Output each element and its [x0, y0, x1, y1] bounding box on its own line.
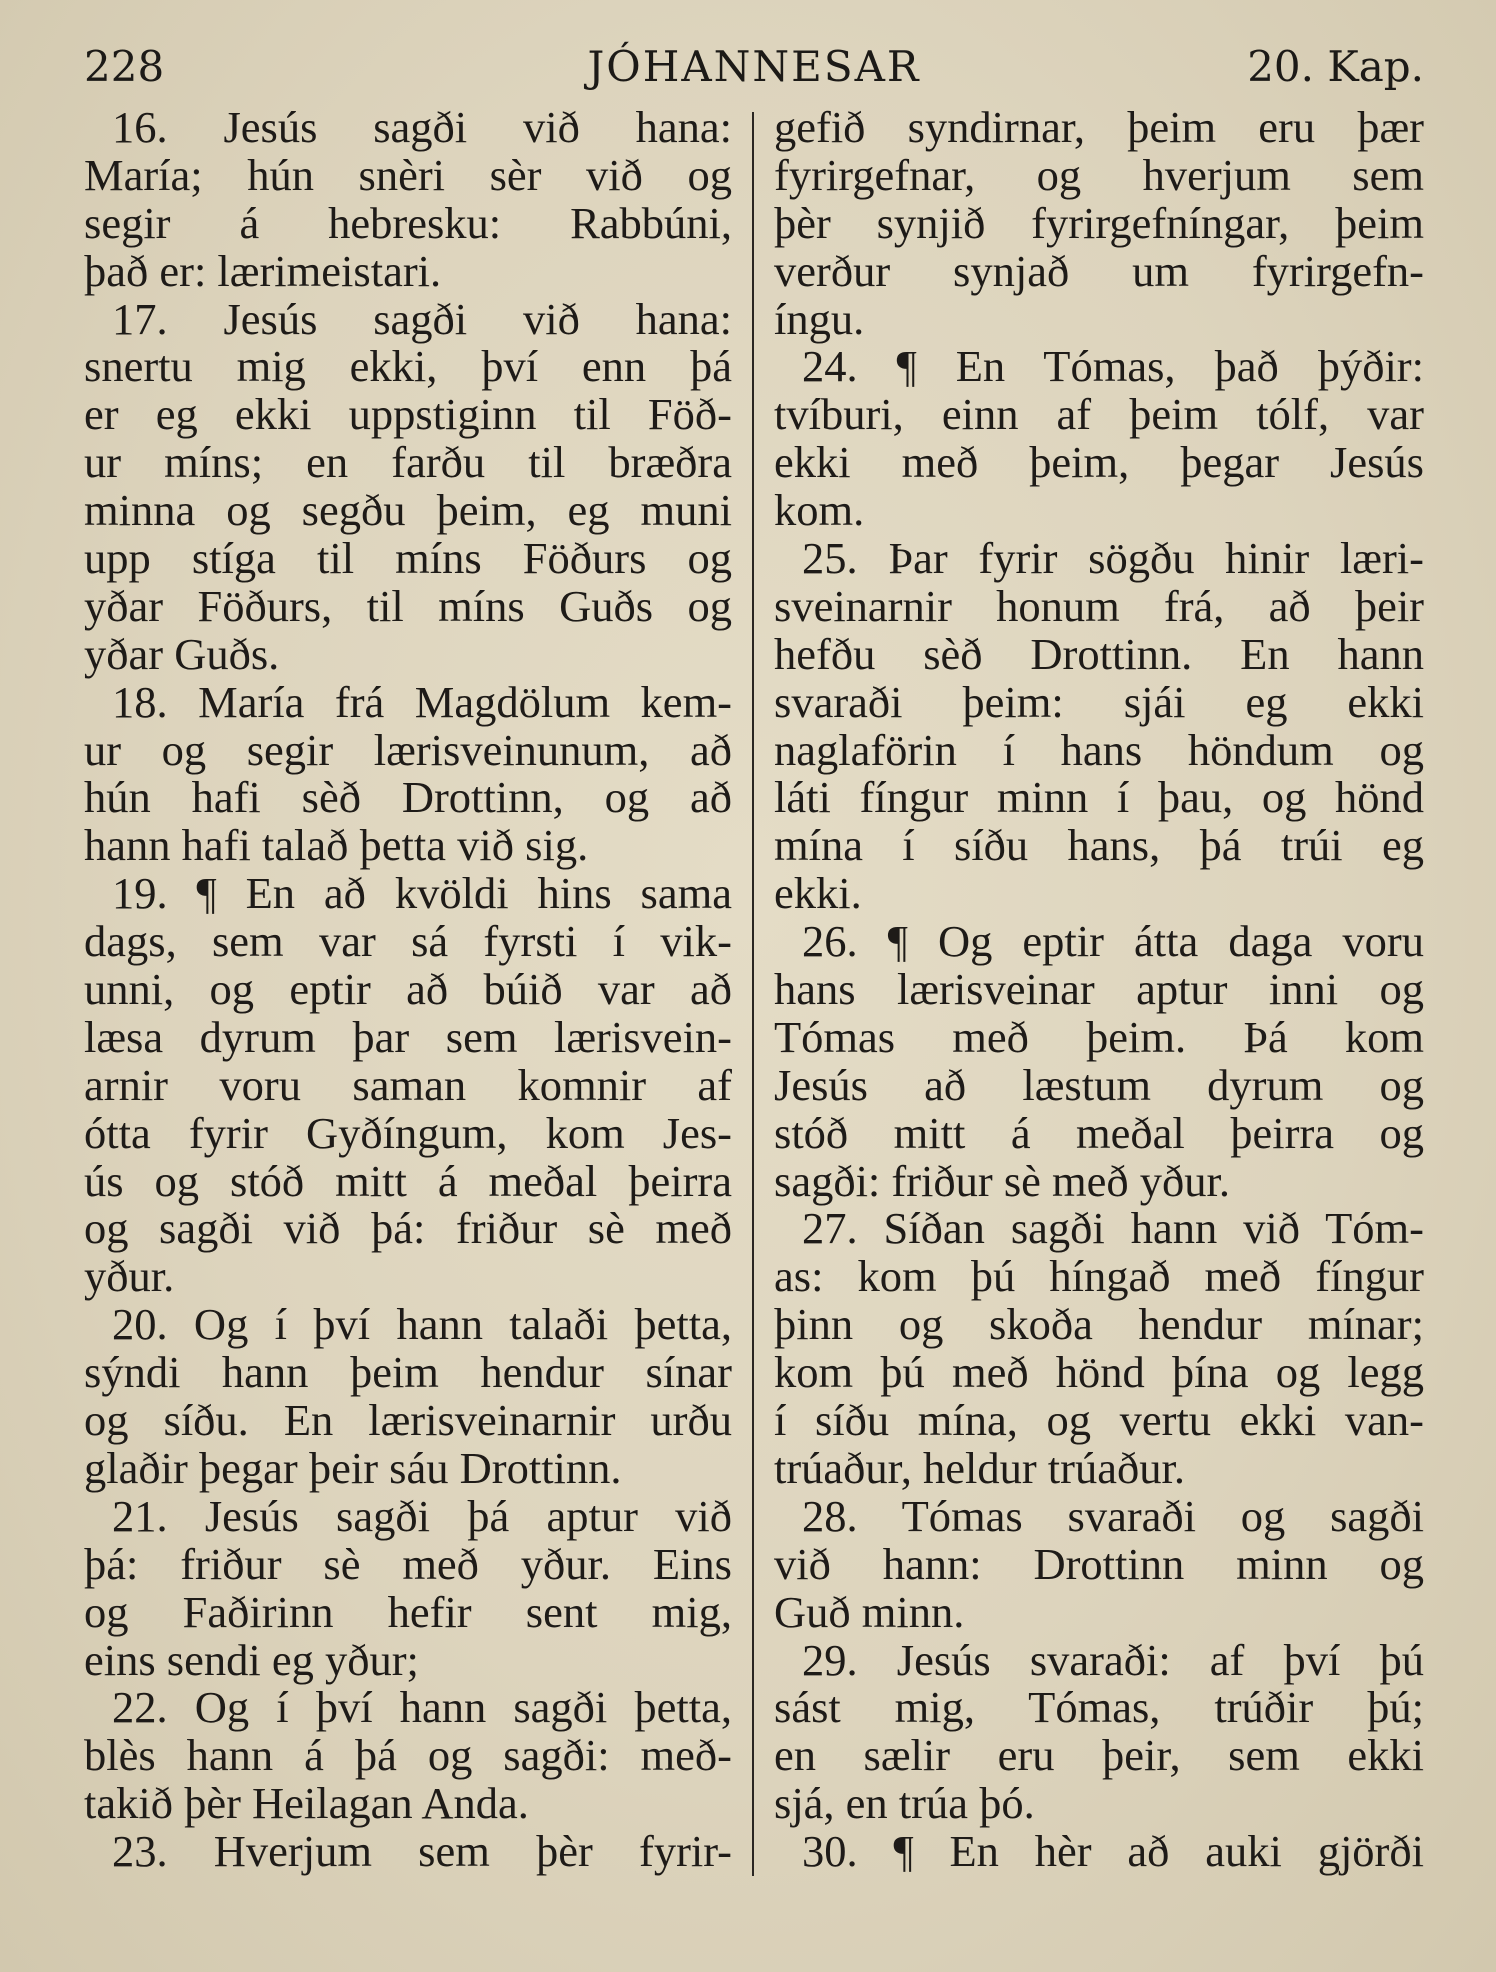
text-line: gefið syndirnar, þeim eru þær: [774, 102, 1424, 152]
text-line: tvíburi, einn af þeim tólf, var: [774, 389, 1424, 440]
text-line: 24. ¶ En Tómas, það þýðir:: [802, 341, 1424, 392]
text-line: ur míns; en farðu til bræðra: [84, 437, 732, 488]
text-line: 27. Síðan sagði hann við Tóm-: [802, 1203, 1424, 1254]
text-line: og síðu. En lærisveinarnir urðu: [84, 1395, 732, 1446]
text-line: láti fíngur minn í þau, og hönd: [774, 772, 1424, 823]
text-line: 21. Jesús sagði þá aptur við: [112, 1490, 732, 1541]
text-line: 26. ¶ Og eptir átta daga voru: [802, 916, 1424, 967]
text-line: hans lærisveinar aptur inni og: [774, 964, 1424, 1015]
text-line: við hann: Drottinn minn og: [774, 1538, 1424, 1589]
text-line: 25. Þar fyrir sögðu hinir læri-: [802, 533, 1424, 584]
text-line: Guð minn.: [774, 1586, 965, 1637]
running-header: [84, 32, 1424, 96]
text-line: 30. ¶ En hèr að auki gjörði: [802, 1826, 1424, 1877]
text-line: dags, sem var sá fyrsti í vik-: [84, 916, 732, 967]
text-line: yðar Föðurs, til míns Guðs og: [84, 580, 732, 631]
text-line: og Faðirinn hefir sent mig,: [84, 1586, 732, 1637]
text-line: þèr synjið fyrirgefníngar, þeim: [774, 197, 1424, 248]
text-line: stóð mitt á meðal þeirra og: [774, 1107, 1424, 1158]
text-line: arnir voru saman komnir af: [84, 1059, 732, 1110]
text-line: snertu mig ekki, því enn þá: [84, 341, 732, 392]
text-line: og sagði við þá: friður sè með: [84, 1203, 732, 1254]
text-line: segir á hebresku: Rabbúni,: [84, 197, 732, 248]
text-line: as: kom þú híngað með fíngur: [774, 1251, 1424, 1302]
text-line: ur og segir lærisveinunum, að: [84, 724, 732, 775]
text-line: eins sendi eg yður;: [84, 1634, 419, 1685]
text-line: ekki.: [774, 868, 862, 919]
text-line: blès hann á þá og sagði: með-: [84, 1730, 732, 1781]
text-line: sveinarnir honum frá, að þeir: [774, 580, 1424, 631]
text-line: 28. Tómas svaraði og sagði: [802, 1490, 1424, 1541]
text-line: fyrirgefnar, og hverjum sem: [774, 149, 1424, 200]
text-line: naglaförin í hans höndum og: [774, 724, 1424, 775]
text-line: þá: friður sè með yður. Eins: [84, 1538, 732, 1589]
text-line: hún hafi sèð Drottinn, og að: [84, 772, 732, 823]
page-number: 228: [84, 42, 165, 91]
text-line: verður synjað um fyrirgefn-: [774, 245, 1424, 296]
text-line: hefðu sèð Drottinn. En hann: [774, 628, 1424, 679]
text-line: 18. María frá Magdölum kem-: [112, 676, 732, 727]
text-line: sagði: friður sè með yður.: [774, 1155, 1231, 1206]
text-line: 17. Jesús sagði við hana:: [112, 293, 732, 344]
text-line: en sælir eru þeir, sem ekki: [774, 1730, 1424, 1781]
text-line: upp stíga til míns Föðurs og: [84, 533, 732, 584]
text-line: læsa dyrum þar sem lærisvein-: [84, 1011, 732, 1062]
text-line: í síðu mína, og vertu ekki van-: [774, 1395, 1424, 1446]
text-line: takið þèr Heilagan Anda.: [84, 1778, 529, 1829]
text-line: 29. Jesús svaraði: af því þú: [802, 1634, 1424, 1685]
text-line: 16. Jesús sagði við hana:: [112, 102, 732, 152]
column-divider: [752, 112, 754, 1876]
text-line: kom þú með hönd þína og legg: [774, 1347, 1424, 1398]
text-line: 20. Og í því hann talaði þetta,: [112, 1299, 732, 1350]
text-line: þinn og skoða hendur mínar;: [774, 1299, 1424, 1350]
text-line: Tómas með þeim. Þá kom: [774, 1011, 1424, 1062]
text-line: er eg ekki uppstiginn til Föð-: [84, 389, 732, 440]
right-text-column: [774, 104, 1424, 1876]
text-line: María; hún snèri sèr við og: [84, 149, 732, 200]
book-title: JÓHANNESAR: [587, 42, 921, 91]
text-line: sjá, en trúa þó.: [774, 1778, 1035, 1829]
text-line: sýndi hann þeim hendur sínar: [84, 1347, 732, 1398]
text-line: glaðir þegar þeir sáu Drottinn.: [84, 1442, 622, 1493]
text-line: ótta fyrir Gyðíngum, kom Jes-: [84, 1107, 732, 1158]
text-line: hann hafi talað þetta við sig.: [84, 820, 589, 871]
text-line: kom.: [774, 485, 865, 536]
text-line: 19. ¶ En að kvöldi hins sama: [112, 868, 732, 919]
text-line: Jesús að læstum dyrum og: [774, 1059, 1424, 1110]
text-line: svaraði þeim: sjái eg ekki: [774, 676, 1424, 727]
left-text-column: [84, 104, 732, 1876]
text-line: yður.: [84, 1251, 175, 1302]
chapter-label: 20. Kap.: [1247, 42, 1424, 91]
text-line: ús og stóð mitt á meðal þeirra: [84, 1155, 732, 1206]
text-line: 23. Hverjum sem þèr fyrir-: [112, 1826, 732, 1877]
text-line: yðar Guðs.: [84, 628, 280, 679]
text-line: unni, og eptir að búið var að: [84, 964, 732, 1015]
text-line: minna og segðu þeim, eg muni: [84, 485, 732, 536]
text-line: trúaður, heldur trúaður.: [774, 1442, 1185, 1493]
text-line: íngu.: [774, 293, 865, 344]
text-line: mína í síðu hans, þá trúi eg: [774, 820, 1424, 871]
text-line: það er: lærimeistari.: [84, 245, 442, 296]
text-line: 22. Og í því hann sagði þetta,: [112, 1682, 732, 1733]
text-line: sást mig, Tómas, trúðir þú;: [774, 1682, 1424, 1733]
text-line: ekki með þeim, þegar Jesús: [774, 437, 1424, 488]
